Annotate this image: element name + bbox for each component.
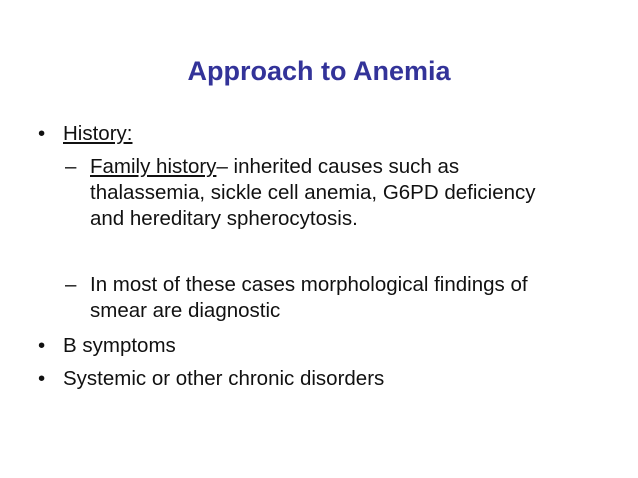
morphology-line1: In most of these cases morphological findings of xyxy=(90,273,528,296)
b-symptoms-label: B symptoms xyxy=(63,334,176,357)
family-history-line2: thalassemia, sickle cell anemia, G6PD deficiency xyxy=(90,181,536,204)
systemic-disorders-label: Systemic or other chronic disorders xyxy=(63,367,385,390)
dash-marker: – xyxy=(65,155,77,178)
bullet-marker: • xyxy=(38,367,46,390)
history-label: History: xyxy=(63,122,133,145)
morphology-line2: smear are diagnostic xyxy=(90,299,281,322)
bullet-marker: • xyxy=(38,334,46,357)
dash-marker: – xyxy=(65,273,77,296)
bullet-marker: • xyxy=(38,122,46,145)
family-history-label: Family history xyxy=(90,155,217,178)
family-history-line3: and hereditary spherocytosis. xyxy=(90,207,358,230)
family-history-line1: – inherited causes such as xyxy=(216,155,460,178)
slide-title: Approach to Anemia xyxy=(187,56,451,86)
